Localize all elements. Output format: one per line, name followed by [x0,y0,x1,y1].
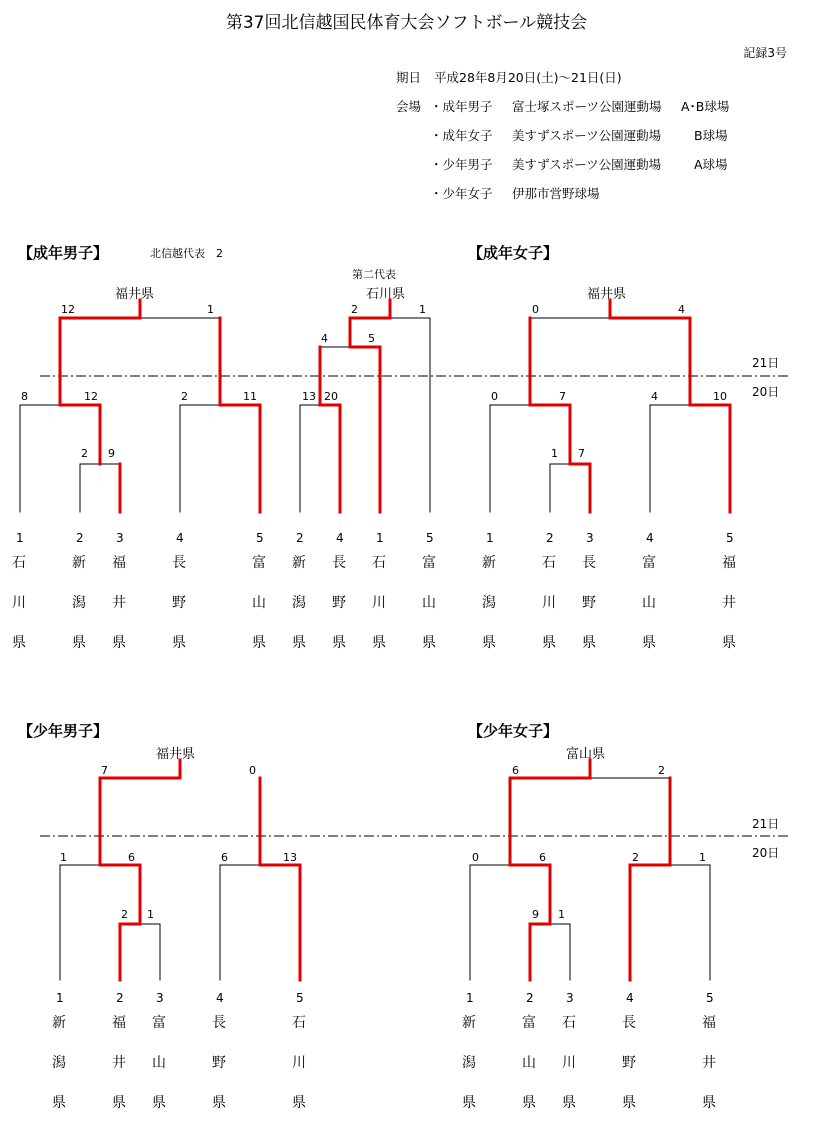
team-name-char: 富 [642,555,656,571]
team-name-char: 県 [422,635,436,651]
score: 5 [368,332,375,345]
venue-category: ・少年男子 [430,157,493,172]
page-title: 第37回北信越国民体育大会ソフトボール競技会 [225,13,588,33]
day-label-20: 20日 [752,846,780,860]
team-name-char: 県 [332,635,346,651]
team-name-char: 井 [112,1055,126,1071]
team-name-char: 山 [152,1055,166,1071]
team-name-char: 県 [582,635,596,651]
team-seed-number: 5 [426,531,434,545]
team-seed-number: 1 [376,531,384,545]
score: 2 [121,908,128,921]
team-name-char: 石 [292,1015,306,1031]
score: 12 [61,303,75,316]
score: 2 [632,851,639,864]
team-name-char: 山 [522,1055,536,1071]
team-name-char: 県 [172,635,186,651]
team-name-char: 井 [702,1055,716,1071]
team-name-char: 長 [622,1015,636,1031]
team-name-char: 山 [642,595,656,611]
team-seed-number: 4 [626,991,634,1005]
team-seed-number: 5 [706,991,714,1005]
team-name-char: 県 [702,1095,716,1111]
team-name-char: 長 [172,555,186,571]
team-seed-number: 5 [256,531,264,545]
team-name-char: 県 [52,1095,66,1111]
score: 8 [21,390,28,403]
score: 1 [207,303,214,316]
venue-place: 伊那市営野球場 [512,186,600,201]
team-name-char: 県 [112,635,126,651]
score: 2 [181,390,188,403]
section-title-boys: 【少年男子】 [18,722,109,740]
team-seed-number: 1 [56,991,64,1005]
score: 7 [559,390,566,403]
team-name-char: 潟 [52,1055,66,1071]
team-seed-number: 5 [296,991,304,1005]
team-name-char: 井 [722,595,736,611]
winner-label: 富山県 [566,747,606,762]
team-seed-number: 5 [726,531,734,545]
score: 13 [302,390,316,403]
winner-label: 石川県 [366,287,406,302]
score: 1 [60,851,67,864]
team-seed-number: 1 [16,531,24,545]
team-name-char: 県 [12,635,26,651]
venue-place: 美すずスポーツ公園運動場 [512,128,662,143]
team-name-char: 県 [112,1095,126,1111]
venue-label: 会場 [396,99,422,114]
section-title-adult-women: 【成年女子】 [468,244,559,262]
score: 1 [551,447,558,460]
score: 6 [128,851,135,864]
team-name-char: 石 [562,1015,576,1031]
second-rep-note: 第二代表 [352,268,396,281]
team-seed-number: 1 [466,991,474,1005]
team-name-char: 井 [112,595,126,611]
team-name-char: 県 [722,635,736,651]
score: 1 [419,303,426,316]
team-name-char: 県 [212,1095,226,1111]
score: 0 [491,390,498,403]
team-name-char: 福 [112,555,126,571]
team-name-char: 新 [482,555,496,571]
team-seed-number: 2 [296,531,304,545]
team-seed-number: 3 [156,991,164,1005]
team-name-char: 野 [582,595,596,611]
venue-field: A･B球場 [681,99,730,114]
team-name-char: 福 [722,555,736,571]
team-name-char: 新 [292,555,306,571]
winner-label: 福井県 [156,747,196,762]
score: 1 [558,908,565,921]
team-name-char: 野 [212,1055,226,1071]
venue-place: 富士塚スポーツ公園運動場 [512,99,662,114]
venue-category: ・成年男子 [430,99,493,114]
team-name-char: 県 [72,635,86,651]
team-seed-number: 2 [116,991,124,1005]
team-name-char: 県 [622,1095,636,1111]
section-title-adult-men: 【成年男子】 [18,244,109,262]
team-name-char: 川 [562,1055,576,1071]
team-name-char: 川 [12,595,26,611]
team-seed-number: 2 [526,991,534,1005]
team-name-char: 県 [252,635,266,651]
team-name-char: 川 [542,595,556,611]
team-name-char: 石 [372,555,386,571]
score: 12 [84,390,98,403]
team-seed-number: 3 [566,991,574,1005]
team-name-char: 県 [462,1095,476,1111]
team-name-char: 県 [522,1095,536,1111]
score: 4 [678,303,685,316]
score: 2 [658,764,665,777]
team-name-char: 県 [562,1095,576,1111]
date-label: 期日 [396,70,422,85]
winner-label: 福井県 [587,287,627,302]
score: 6 [512,764,519,777]
team-name-char: 福 [112,1015,126,1031]
team-name-char: 川 [292,1055,306,1071]
score: 7 [578,447,585,460]
score: 11 [243,390,257,403]
venue-place: 美すずスポーツ公園運動場 [512,157,662,172]
team-name-char: 潟 [482,595,496,611]
score: 2 [351,303,358,316]
winner-label: 福井県 [115,287,155,302]
record-number: 記録3号 [743,46,787,60]
team-name-char: 山 [252,595,266,611]
team-name-char: 長 [212,1015,226,1031]
team-name-char: 新 [462,1015,476,1031]
team-name-char: 富 [422,555,436,571]
team-seed-number: 4 [646,531,654,545]
team-name-char: 県 [152,1095,166,1111]
day-label-20: 20日 [752,385,780,399]
score: 10 [713,390,727,403]
score: 2 [81,447,88,460]
team-name-char: 野 [622,1055,636,1071]
team-name-char: 長 [332,555,346,571]
representative-note: 北信越代表 2 [150,247,223,260]
score: 0 [532,303,539,316]
team-name-char: 潟 [292,595,306,611]
team-name-char: 新 [52,1015,66,1031]
venue-field: A球場 [694,157,728,172]
team-name-char: 県 [642,635,656,651]
team-name-char: 潟 [72,595,86,611]
team-seed-number: 2 [546,531,554,545]
team-name-char: 石 [542,555,556,571]
team-name-char: 長 [582,555,596,571]
team-seed-number: 3 [586,531,594,545]
score: 0 [472,851,479,864]
date-value: 平成28年8月20日(土)～21日(日) [434,70,622,85]
score: 6 [221,851,228,864]
section-title-girls: 【少年女子】 [468,722,559,740]
score: 6 [539,851,546,864]
team-seed-number: 4 [336,531,344,545]
score: 13 [283,851,297,864]
team-seed-number: 1 [486,531,494,545]
score: 4 [651,390,658,403]
team-name-char: 潟 [462,1055,476,1071]
score: 1 [699,851,706,864]
day-label-21: 21日 [752,817,780,831]
team-name-char: 富 [152,1015,166,1031]
team-seed-number: 2 [76,531,84,545]
team-name-char: 山 [422,595,436,611]
team-name-char: 県 [292,635,306,651]
venue-category: ・成年女子 [430,128,493,143]
score: 9 [532,908,539,921]
team-name-char: 新 [72,555,86,571]
score: 1 [147,908,154,921]
team-name-char: 県 [292,1095,306,1111]
team-seed-number: 4 [176,531,184,545]
venue-category: ・少年女子 [430,186,493,201]
team-name-char: 石 [12,555,26,571]
team-name-char: 野 [332,595,346,611]
score: 9 [108,447,115,460]
team-seed-number: 4 [216,991,224,1005]
team-name-char: 川 [372,595,386,611]
score: 7 [101,764,108,777]
team-seed-number: 3 [116,531,124,545]
team-name-char: 野 [172,595,186,611]
team-name-char: 県 [482,635,496,651]
venue-field: B球場 [694,128,728,143]
day-label-21: 21日 [752,356,780,370]
team-name-char: 福 [702,1015,716,1031]
score: 4 [321,332,328,345]
score: 0 [249,764,256,777]
team-name-char: 富 [522,1015,536,1031]
team-name-char: 県 [372,635,386,651]
team-name-char: 富 [252,555,266,571]
score: 20 [324,390,338,403]
team-name-char: 県 [542,635,556,651]
